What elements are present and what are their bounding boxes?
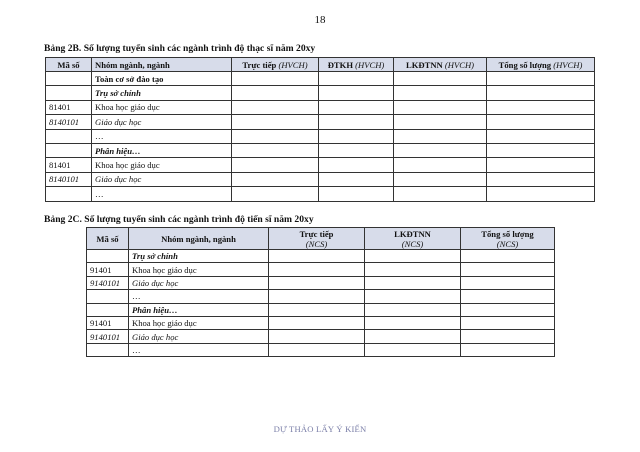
row-name: …	[129, 343, 269, 356]
table-row	[87, 303, 555, 316]
cell-dtkh	[319, 143, 394, 157]
cell-lkdtnn	[365, 263, 461, 276]
cell-dtkh	[319, 86, 394, 100]
table-row	[87, 276, 555, 289]
row-code	[46, 72, 92, 86]
cell-direct	[232, 72, 319, 86]
cell-lkdtnn	[365, 343, 461, 356]
row-code: 8140101	[46, 115, 92, 129]
row-code	[46, 86, 92, 100]
row-code	[87, 250, 129, 263]
cell-lkdtnn	[394, 187, 487, 201]
row-name: Giáo dục học	[92, 115, 232, 129]
row-code: 91401	[87, 263, 129, 276]
row-code	[46, 129, 92, 143]
cell-lkdtnn	[394, 129, 487, 143]
row-code: 9140101	[87, 330, 129, 343]
table-row	[87, 263, 555, 276]
cell-total	[487, 158, 595, 172]
table-row	[46, 187, 595, 201]
row-code: 91401	[87, 316, 129, 329]
cell-dtkh	[319, 100, 394, 114]
cell-total	[461, 250, 555, 263]
table-row	[87, 290, 555, 303]
row-code: 8140101	[46, 172, 92, 186]
row-name: Giáo dục học	[92, 172, 232, 186]
header-lkdtnn: LKĐTNN (NCS)	[365, 228, 461, 250]
cell-lkdtnn	[394, 143, 487, 157]
cell-direct	[232, 129, 319, 143]
table-2c-caption: Bảng 2C. Số lượng tuyển sinh các ngành trình độ tiến sĩ năm 20xy	[44, 214, 314, 225]
row-code	[46, 187, 92, 201]
cell-total	[461, 290, 555, 303]
table-row	[46, 129, 595, 143]
cell-direct	[232, 172, 319, 186]
cell-direct	[269, 276, 365, 289]
cell-lkdtnn	[394, 100, 487, 114]
table-row	[46, 72, 595, 86]
table-2b-caption: Bảng 2B. Số lượng tuyển sinh các ngành trình độ thạc sĩ năm 20xy	[44, 43, 316, 54]
cell-total	[487, 129, 595, 143]
header-lkdtnn: LKĐTNN (HVCH)	[394, 58, 487, 72]
row-name: Phân hiệu…	[92, 143, 232, 157]
cell-total	[487, 172, 595, 186]
cell-lkdtnn	[365, 330, 461, 343]
row-name: Phân hiệu…	[129, 303, 269, 316]
draft-footer: DỰ THẢO LẤY Ý KIẾN	[273, 424, 367, 434]
page-number: 18	[314, 14, 326, 26]
cell-lkdtnn	[394, 115, 487, 129]
cell-lkdtnn	[365, 290, 461, 303]
cell-dtkh	[319, 187, 394, 201]
table-2b-masters-enrollment	[45, 57, 595, 202]
table-row	[46, 143, 595, 157]
header-direct: Trực tiếp (NCS)	[269, 228, 365, 250]
cell-dtkh	[319, 158, 394, 172]
header-total: Tổng số lượng (HVCH)	[487, 58, 595, 72]
cell-total	[487, 100, 595, 114]
header-total: Tổng số lượng (NCS)	[461, 228, 555, 250]
row-name: Trụ sở chính	[129, 250, 269, 263]
row-code	[87, 343, 129, 356]
cell-dtkh	[319, 172, 394, 186]
cell-dtkh	[319, 129, 394, 143]
row-name: Toàn cơ sở đào tạo	[92, 72, 232, 86]
cell-lkdtnn	[394, 172, 487, 186]
cell-total	[487, 72, 595, 86]
header-major-group: Nhóm ngành, ngành	[129, 228, 269, 250]
table-row	[46, 158, 595, 172]
header-code: Mã số	[46, 58, 92, 72]
row-name: …	[92, 187, 232, 201]
cell-total	[461, 263, 555, 276]
row-code: 9140101	[87, 276, 129, 289]
cell-lkdtnn	[365, 303, 461, 316]
cell-total	[461, 303, 555, 316]
table-row	[87, 250, 555, 263]
header-dtkh: ĐTKH (HVCH)	[319, 58, 394, 72]
row-code: 81401	[46, 158, 92, 172]
cell-direct	[232, 143, 319, 157]
cell-direct	[269, 250, 365, 263]
row-name: …	[129, 290, 269, 303]
cell-direct	[269, 263, 365, 276]
row-code	[87, 290, 129, 303]
cell-lkdtnn	[365, 316, 461, 329]
cell-lkdtnn	[394, 86, 487, 100]
table-row	[87, 316, 555, 329]
table-row	[87, 343, 555, 356]
cell-total	[487, 86, 595, 100]
cell-direct	[269, 343, 365, 356]
table-2c-doctoral-enrollment	[86, 227, 555, 357]
cell-direct	[232, 115, 319, 129]
header-direct: Trực tiếp (HVCH)	[232, 58, 319, 72]
cell-lkdtnn	[365, 276, 461, 289]
cell-direct	[232, 158, 319, 172]
cell-direct	[269, 303, 365, 316]
cell-direct	[269, 316, 365, 329]
cell-total	[461, 343, 555, 356]
cell-total	[461, 316, 555, 329]
cell-total	[487, 187, 595, 201]
cell-total	[487, 115, 595, 129]
table-row	[46, 115, 595, 129]
cell-total	[487, 143, 595, 157]
row-name: Trụ sở chính	[92, 86, 232, 100]
row-code: 81401	[46, 100, 92, 114]
cell-lkdtnn	[394, 72, 487, 86]
row-name: Khoa học giáo dục	[129, 263, 269, 276]
row-name: Giáo dục học	[129, 330, 269, 343]
cell-total	[461, 330, 555, 343]
cell-direct	[232, 187, 319, 201]
cell-direct	[269, 290, 365, 303]
cell-direct	[232, 86, 319, 100]
row-name: Khoa học giáo dục	[92, 158, 232, 172]
row-code	[87, 303, 129, 316]
cell-direct	[232, 100, 319, 114]
table-row	[87, 330, 555, 343]
cell-lkdtnn	[394, 158, 487, 172]
row-name: Khoa học giáo dục	[129, 316, 269, 329]
table-row	[46, 86, 595, 100]
table-row	[46, 100, 595, 114]
table-header-row	[87, 228, 555, 250]
table-header-row	[46, 58, 595, 72]
header-code: Mã số	[87, 228, 129, 250]
row-name: Khoa học giáo dục	[92, 100, 232, 114]
row-name: Giáo dục học	[129, 276, 269, 289]
row-name: …	[92, 129, 232, 143]
cell-dtkh	[319, 115, 394, 129]
cell-dtkh	[319, 72, 394, 86]
table-row	[46, 172, 595, 186]
cell-direct	[269, 330, 365, 343]
row-code	[46, 143, 92, 157]
header-major-group: Nhóm ngành, ngành	[92, 58, 232, 72]
cell-lkdtnn	[365, 250, 461, 263]
cell-total	[461, 276, 555, 289]
